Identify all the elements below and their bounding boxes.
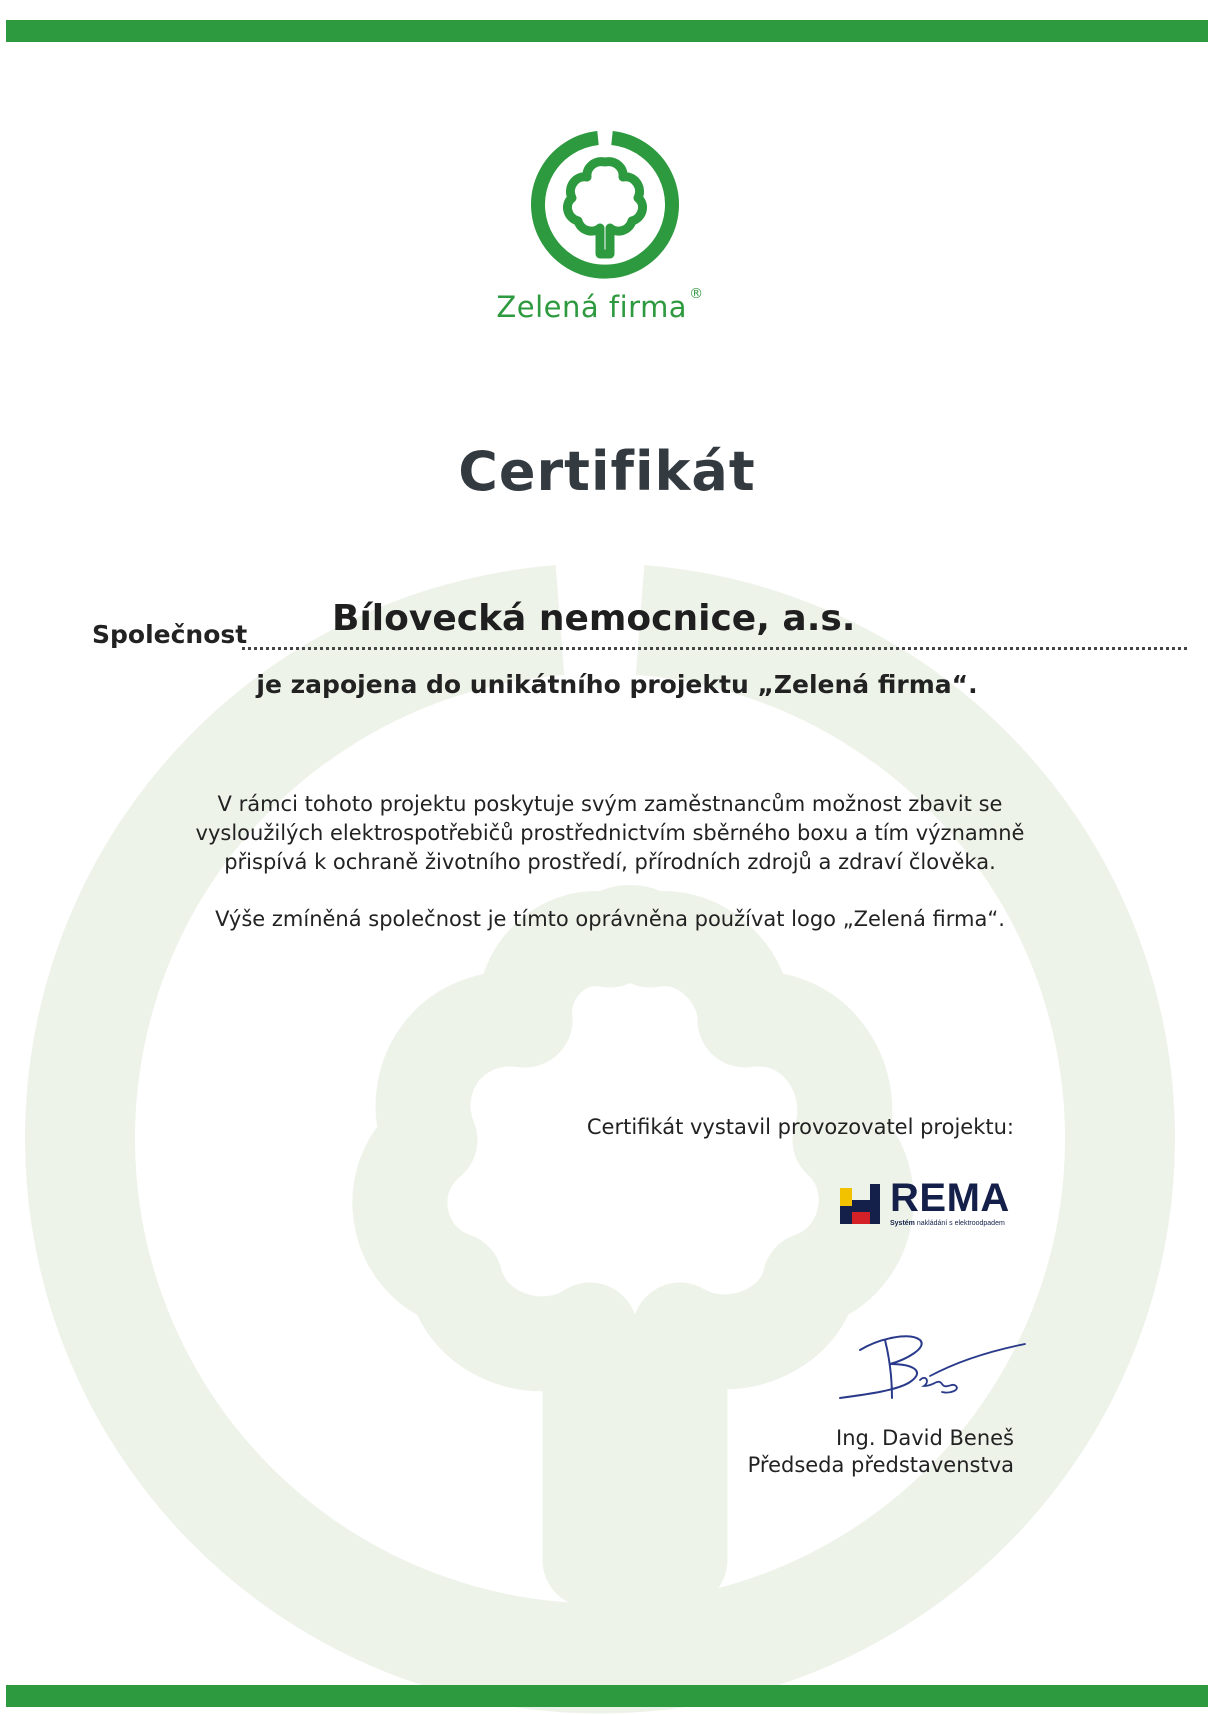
rema-tagline: Systém nakládání s elektroodpadem xyxy=(890,1220,1005,1227)
signer-name: Ing. David Beneš xyxy=(836,1426,1014,1450)
zelena-firma-logo-icon xyxy=(530,130,680,280)
body-text xyxy=(180,790,1040,934)
company-row xyxy=(92,598,1092,658)
signer-role: Předseda představenstva xyxy=(747,1453,1014,1477)
rema-mark-icon xyxy=(840,1184,884,1228)
body-paragraph-2: Výše zmíněná společnost je tímto oprávněna používat logo „Zelená firma“. xyxy=(215,907,1005,931)
issuer-text: Certifikát vystavil provozovatel projektu: xyxy=(586,1115,1014,1139)
bottom-green-bar xyxy=(6,1685,1208,1707)
rema-name: REMA xyxy=(890,1176,1010,1220)
registered-mark: ® xyxy=(689,286,704,302)
company-name: Bílovecká nemocnice, a.s. xyxy=(332,598,856,639)
rema-logo xyxy=(840,1176,1020,1230)
signature-icon xyxy=(830,1320,1030,1410)
joined-statement: je zapojena do unikátního projektu „Zelená firma“. xyxy=(256,670,978,699)
logo-name: Zelená firma ® xyxy=(496,286,704,324)
company-label: Společnost xyxy=(92,620,248,649)
body-paragraph-1: V rámci tohoto projektu poskytuje svým zaměstnancům možnost zbavit se vysloužilých elektrospotřebičů prostřednictvím sběrného boxu a tím významně přispívá k ochraně životního prostředí, přírodních zdrojů a zdraví člověka. xyxy=(195,792,1025,874)
signer-block xyxy=(748,1425,1014,1479)
certificate-title: Certifikát xyxy=(458,440,756,503)
dotted-line xyxy=(242,647,1187,650)
